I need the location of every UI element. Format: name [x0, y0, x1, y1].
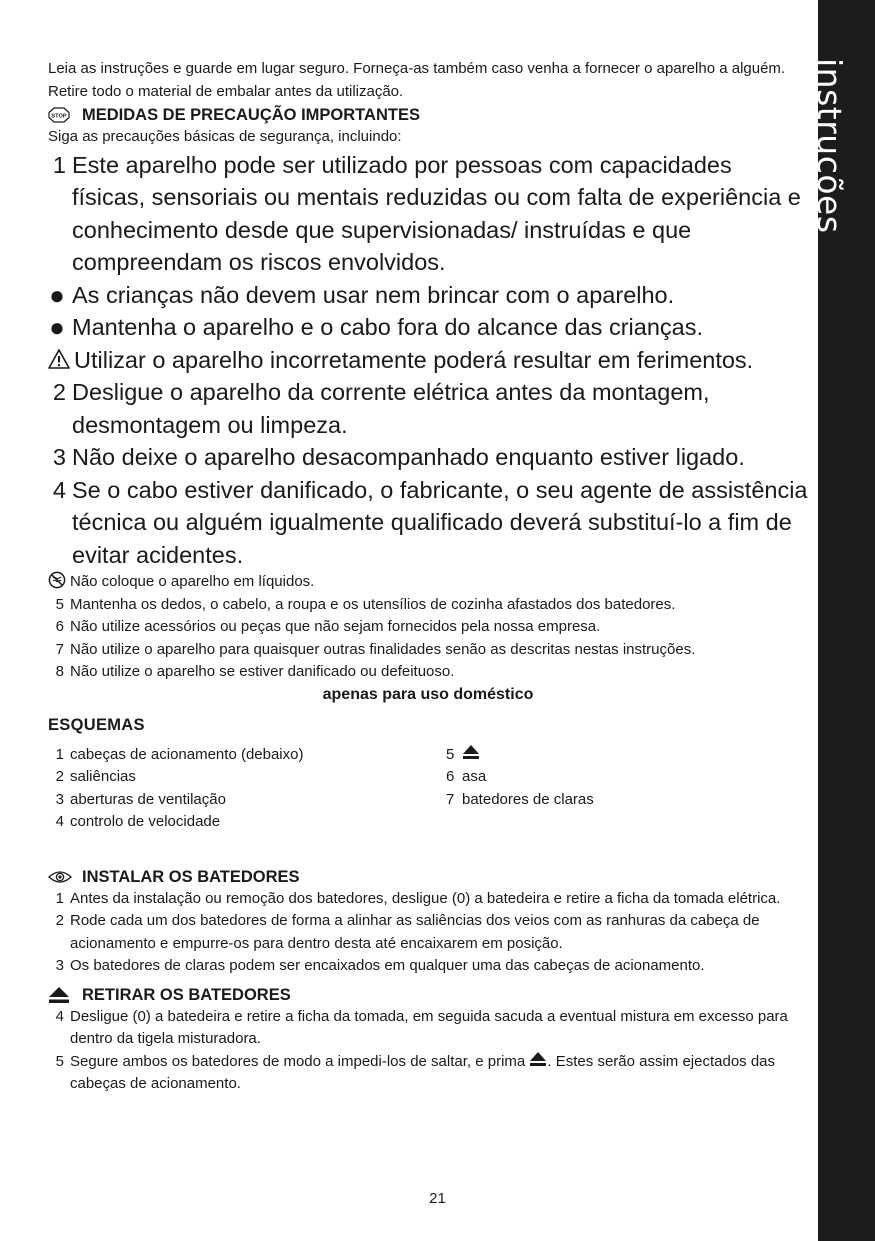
remove-item-4: 4 Desligue (0) a batedeira e retire a ficha da tomada, em seguida sacuda a eventual mistura em excesso para dentro da tigela misturadora. — [55, 1007, 788, 1047]
install-item-2: 2 Rode cada um dos batedores de forma a alinhar as saliências dos veios com as ranhuras da cabeça de acionamento e empurre-os para dentro desta até encaixarem em posição. — [55, 912, 760, 952]
sidebar-tab — [810, 0, 875, 1241]
domestic-use-note: apenas para uso doméstico — [322, 685, 534, 703]
part-item: 1 cabeças de acionamento (debaixo) — [55, 745, 304, 763]
precautions-subtitle: Siga as precauções básicas de segurança, incluindo: — [48, 128, 402, 145]
item-number: 3 — [52, 444, 66, 470]
part-item: 6 asa — [446, 768, 487, 785]
part-item: 7 batedores de claras — [446, 790, 594, 808]
part-item: 3 aberturas de ventilação — [55, 790, 226, 808]
stop-icon — [48, 107, 74, 123]
remove-heading-text: RETIRAR OS BATEDORES — [82, 985, 291, 1004]
precaution-bullet-2: ● Mantenha o aparelho e o cabo fora do alcance das crianças. — [49, 312, 704, 342]
parts-column-1 — [48, 744, 446, 834]
precaution-item-6: 6 Não utilize acessórios ou peças que não sejam fornecidos pela nossa empresa. — [48, 616, 808, 639]
sidebar-label: instruções — [810, 58, 849, 234]
precaution-item-7: 7 Não utilize o aparelho para quaisquer outras finalidades senão as descritas nestas instruções. — [48, 639, 808, 662]
eject-icon — [462, 744, 480, 760]
eject-icon — [48, 986, 74, 1004]
remove-item-5: 5 Segure ambos os batedores de modo a impedi-los de saltar, e prima . Estes serão assim ejectados das cabeças de acionamento. — [55, 1052, 776, 1092]
item-number: 7 — [55, 640, 64, 658]
intro-text: Leia as instruções e guarde em lugar seguro. Forneça-as também caso venha a fornecer o aparelho a alguém. Retire todo o material de embalar antes da utilização. — [48, 60, 786, 100]
install-item-1: 1 Antes da instalação ou remoção dos batedores, desligue (0) a batedeira e retire a ficha da tomada elétrica. — [55, 889, 781, 907]
parts-column-2 — [446, 744, 808, 834]
remove-heading — [48, 984, 808, 1006]
part-item: 2 saliências — [55, 768, 136, 785]
install-heading — [48, 866, 808, 888]
precaution-item-2: 2 Desligue o aparelho da corrente elétrica antes da montagem, desmontagem ou limpeza. — [48, 376, 808, 441]
precaution-item-5: 5 Mantenha os dedos, o cabelo, a roupa e os utensílios de cozinha afastados dos batedores. — [48, 594, 808, 617]
item-number: 5 — [55, 595, 64, 613]
part-item: 4 controlo de velocidade — [55, 813, 221, 830]
precaution-bullet-1: ● As crianças não devem usar nem brincar com o aparelho. — [49, 279, 675, 310]
eye-icon — [48, 870, 74, 884]
warning-icon — [48, 344, 72, 377]
precaution-item-4: 4 Se o cabo estiver danificado, o fabricante, o seu agente de assistência técnica ou alguém igualmente qualificado deverá substituí-lo a fim de evitar acidentes. — [48, 474, 808, 572]
bullet-icon: ● — [49, 312, 65, 342]
item-number: 4 — [52, 476, 66, 503]
no-liquids-item: Não coloque o aparelho em líquidos. — [48, 571, 808, 594]
eject-icon — [529, 1051, 547, 1067]
item-number: 6 — [55, 618, 64, 635]
bullet-icon: ● — [49, 279, 65, 310]
install-heading-text: INSTALAR OS BATEDORES — [82, 867, 300, 886]
precaution-warning: Utilizar o aparelho incorretamente poderá resultar em ferimentos. — [48, 344, 808, 377]
item-number: 8 — [55, 663, 64, 680]
precautions-small-list — [48, 571, 808, 684]
item-number: 2 — [52, 379, 66, 405]
precaution-item-1: 1 Este aparelho pode ser utilizado por pessoas com capacidades físicas, sensoriais ou mentais reduzidas ou com falta de experiência e conhecimento desde que supervisionadas/ instruídas e que compreendam os riscos envolvidos. — [48, 149, 808, 279]
install-item-3: 3 Os batedores de claras podem ser encaixados em qualquer uma das cabeças de acionamento. — [55, 957, 705, 974]
install-list — [48, 888, 808, 978]
precautions-heading-text: MEDIDAS DE PRECAUÇÃO IMPORTANTES — [82, 106, 420, 124]
page-number: 21 — [429, 1190, 446, 1207]
precaution-item-8: 8 Não utilize o aparelho se estiver danificado ou defeituoso. — [48, 661, 808, 684]
page-content — [48, 58, 808, 1096]
precautions-heading — [48, 104, 808, 126]
item-number: 1 — [52, 151, 66, 178]
svg-text:STOP: STOP — [51, 113, 67, 120]
precautions-list — [48, 149, 808, 572]
schemes-heading: ESQUEMAS — [48, 715, 145, 734]
part-item: 5 — [446, 744, 808, 767]
parts-list — [48, 744, 808, 834]
precaution-item-3: 3 Não deixe o aparelho desacompanhado enquanto estiver ligado. — [48, 441, 808, 474]
remove-list — [48, 1006, 808, 1096]
no-immerse-icon — [48, 571, 70, 594]
